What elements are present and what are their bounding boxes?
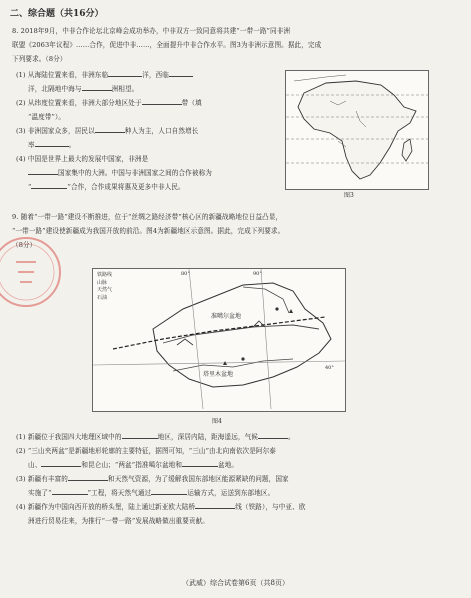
q8-intro xyxy=(12,24,432,66)
q8-item-1-cont: 洋，北隔地中海与 洲相望。 xyxy=(16,82,278,96)
xinjiang-map-graphic xyxy=(93,269,345,411)
answer-blank[interactable] xyxy=(35,138,69,147)
q8-item-2: (2) 从纬度位置来看，非洲大部分地区处于 带（填 xyxy=(16,96,278,110)
answer-blank[interactable] xyxy=(68,472,108,481)
q9-item-2-cont: 山、 和昆仑山；“两盆”指准噶尔盆地和 盆地。 xyxy=(16,458,456,472)
map-label-lon80: 80° xyxy=(181,271,190,277)
answer-blank[interactable] xyxy=(182,458,218,467)
q8-item-4-cont: 国家集中的大洲。中国与非洲国家之间的合作被称为 xyxy=(16,166,278,180)
answer-blank[interactable] xyxy=(108,68,142,77)
legend-railway: 铁路线 xyxy=(97,272,113,278)
answer-blank[interactable] xyxy=(151,486,187,495)
answer-blank[interactable] xyxy=(195,500,235,509)
q8-item-2-cont: “温度带”）。 xyxy=(28,113,66,121)
q9-item-1: (1) 新疆位于我国四大地理区域中的 地区，深居内陆，距海遥远，气候 。 xyxy=(16,430,456,444)
q8-item-4-cont2: “ ”合作，合作成果将惠及更多中非人民。 xyxy=(16,180,278,194)
q8-item-3-cont: 率 。 xyxy=(16,138,278,152)
map-label-tarim: 塔里木盆地 xyxy=(203,371,234,378)
map-label-junggar: 准噶尔盆地 xyxy=(211,313,242,320)
q8-intro-line: 联盟《2063年议程》……合作，促进中非……，全面提升中非合作水平。图3为非洲示意图。据此，完成 xyxy=(12,41,322,49)
xinjiang-map xyxy=(92,268,346,412)
answer-blank[interactable] xyxy=(258,430,288,439)
answer-blank[interactable] xyxy=(31,180,67,189)
q9-item-3-cont: 实施了“ ”工程，将天然气通过 运输方式，运送到东部地区。 xyxy=(16,486,456,500)
answer-blank[interactable] xyxy=(52,486,88,495)
answer-blank[interactable] xyxy=(41,458,81,467)
q8-intro-line: 8. 2018年9月，中非合作论坛北京峰会成功举办，中非双方一致同意将共建“一带一路”同非洲 xyxy=(12,27,291,35)
q8-item-1: (1) 从海陆位置来看，非洲东临 洋，西临 xyxy=(16,68,278,82)
q9-item-4: (4) 新疆作为中国向西开放的桥头堡，陆上通过新亚欧大陆桥 线（铁路），与中亚、欧 xyxy=(16,500,456,514)
q8-item-4: (4) 中国是世界上最大的发展中国家，非洲是 xyxy=(16,155,149,163)
map-label-lat40: 40° xyxy=(325,365,334,371)
q9-items xyxy=(16,430,456,528)
map-legend xyxy=(97,272,112,302)
q9-intro xyxy=(12,210,457,252)
q9-intro-line: 9. 随着“一带一路”建设不断推进，位于“丝绸之路经济带”核心区的新疆战略地位日益凸显， xyxy=(12,213,283,221)
q9-intro-line: “一带一路”建设使新疆成为我国开放的前沿。图4为新疆地区示意图。据此，完成下列要求。 xyxy=(12,227,285,235)
answer-blank[interactable] xyxy=(95,124,125,133)
section-title: 二、综合题（共16分） xyxy=(10,9,104,19)
map3-caption: 图3 xyxy=(344,192,354,199)
answer-blank[interactable] xyxy=(82,82,112,91)
q8-items xyxy=(16,68,278,194)
africa-map xyxy=(285,70,429,190)
answer-blank[interactable] xyxy=(122,430,158,439)
q8-item-3: (3) 非洲国家众多，居民以 种人为主，人口自然增长 xyxy=(16,124,278,138)
q8-intro-line: 下列要求。（8分） xyxy=(12,55,67,63)
answer-blank[interactable] xyxy=(142,96,182,105)
q9-item-4-cont: 洲进行贸易往来，为推行“一带一路”发展战略做出重要贡献。 xyxy=(28,517,209,525)
legend-gas: 天然气 xyxy=(97,287,113,293)
map-label-lon90: 90° xyxy=(253,271,262,277)
legend-mountain: 山脉 xyxy=(97,279,108,286)
q9-intro-line: （8分） xyxy=(12,241,37,249)
page-footer: （武威）综合试卷第6页（共8页） xyxy=(182,579,289,587)
q9-item-3: (3) 新疆有丰富的 和天然气资源，为了缓解我国东部地区能源紧缺的问题，国家 xyxy=(16,472,456,486)
africa-map-graphic xyxy=(286,71,428,189)
red-seal-stamp xyxy=(0,232,66,312)
map4-caption: 图4 xyxy=(212,418,222,425)
q9-item-2: (2) “三山夹两盆”是新疆地形轮廓的主要特征，据图可知，“三山”由北向南依次是阿尔泰 xyxy=(16,447,276,455)
legend-oil: 石油 xyxy=(97,294,108,301)
answer-blank[interactable] xyxy=(28,166,58,175)
answer-blank[interactable] xyxy=(169,68,193,77)
